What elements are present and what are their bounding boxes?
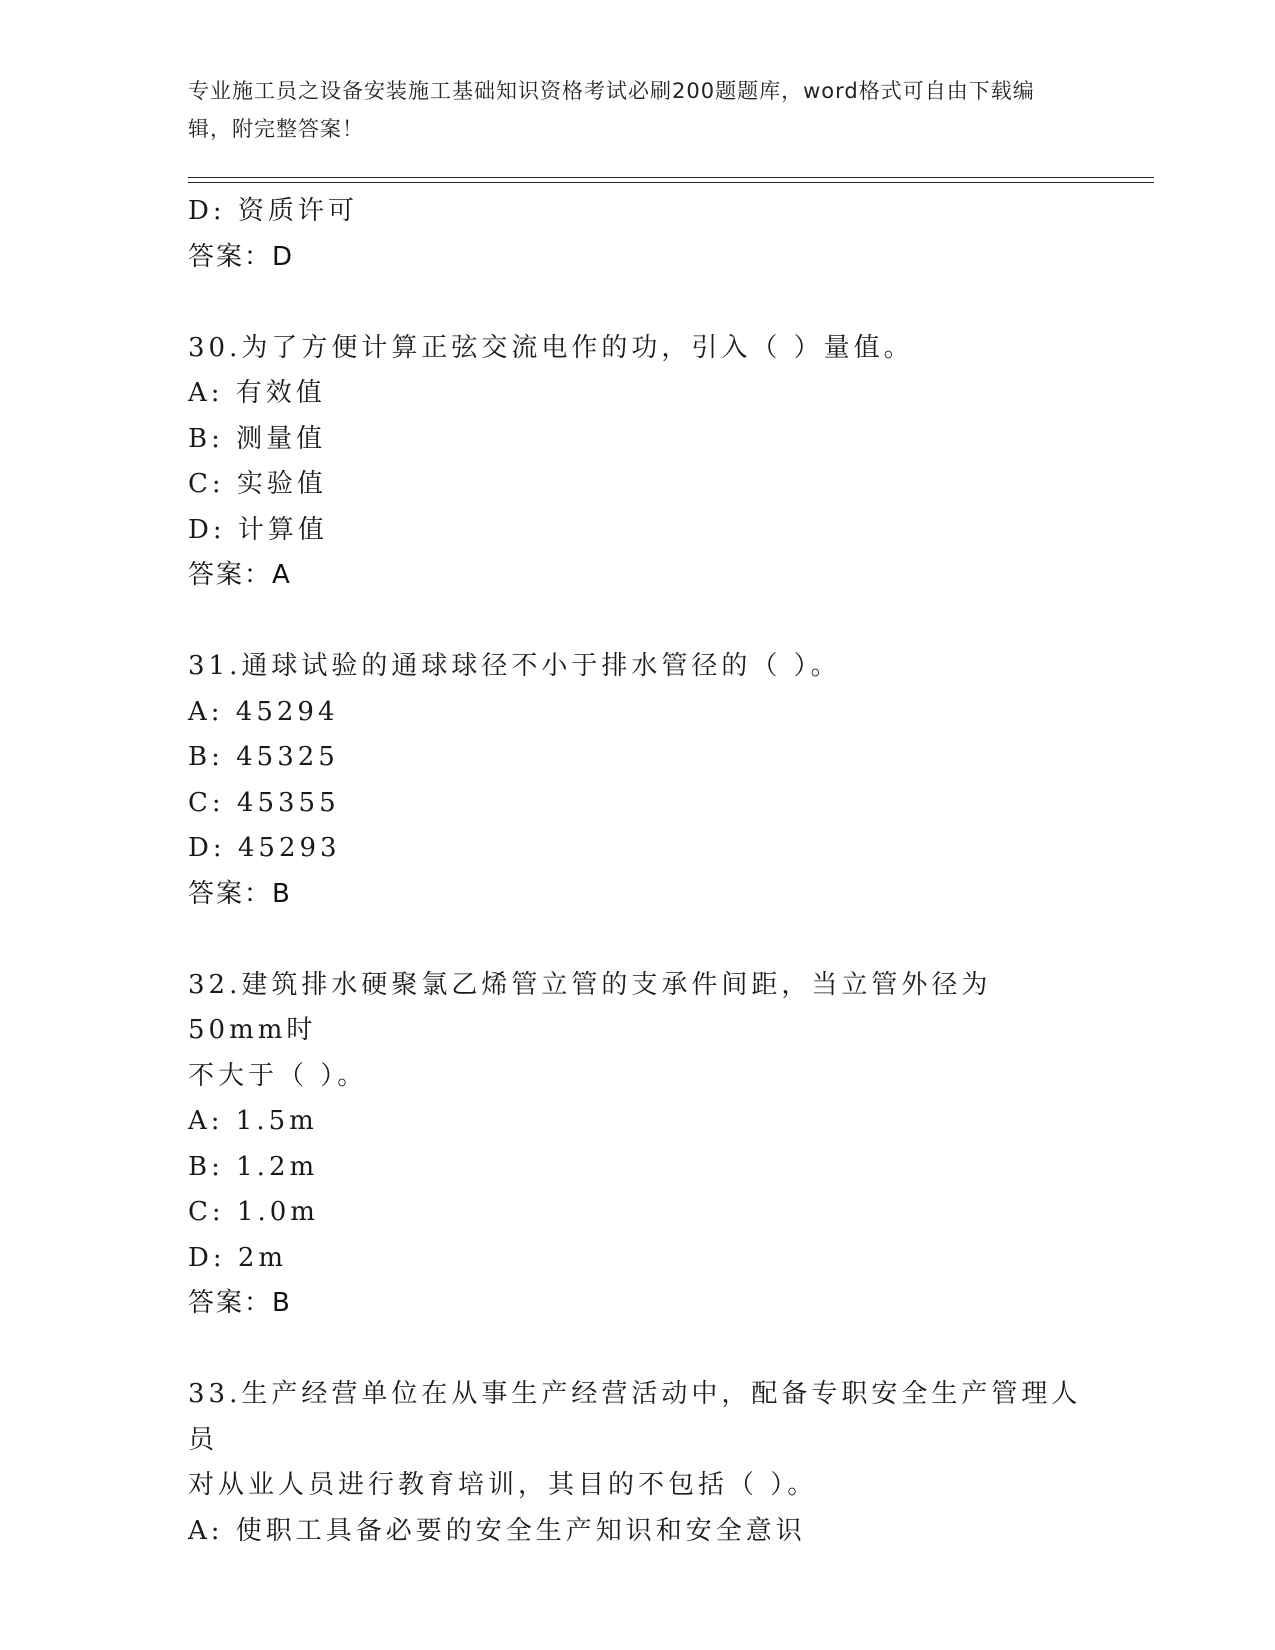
spacer xyxy=(188,280,1088,326)
question-33-option-a: A: 使职工具备必要的安全生产知识和安全意识 xyxy=(188,1515,806,1546)
question-32-stem-line-1: 32.建筑排水硬聚氯乙烯管立管的支承件间距，当立管外径为50mm时 xyxy=(188,969,992,1045)
document-header xyxy=(188,72,1078,148)
question-30-stem: 30.为了方便计算正弦交流电作的功，引入（ ）量值。 xyxy=(188,332,914,363)
prev-option-d: D: 资质许可 xyxy=(188,196,358,226)
question-31-answer: 答案：B xyxy=(188,878,292,909)
question-33 xyxy=(188,1372,1088,1554)
header-rule-bottom xyxy=(188,182,1154,183)
question-32-option-b: B: 1.2m xyxy=(188,1151,319,1182)
question-32-answer: 答案：B xyxy=(188,1288,292,1318)
question-33-stem-line-2: 对从业人员进行教育培训，其目的不包括（ ）。 xyxy=(188,1470,818,1500)
question-31-option-b: B: 45325 xyxy=(188,742,339,772)
question-list xyxy=(188,189,1088,1554)
question-32-option-c: C: 1.0m xyxy=(188,1197,319,1227)
question-30 xyxy=(188,326,1088,599)
question-33-stem-line-1: 33.生产经营单位在从事生产经营活动中，配备专职安全生产管理人员 xyxy=(188,1379,1082,1455)
question-30-answer: 答案：A xyxy=(188,560,292,590)
question-32 xyxy=(188,963,1088,1327)
question-32-stem-line-2: 不大于（ ）。 xyxy=(188,1060,368,1091)
question-31 xyxy=(188,644,1088,917)
spacer xyxy=(188,599,1088,645)
question-32-option-a: A: 1.5m xyxy=(188,1106,318,1136)
question-31-option-d: D: 45293 xyxy=(188,833,341,863)
question-31-option-a: A: 45294 xyxy=(188,696,339,727)
spacer xyxy=(188,917,1088,963)
header-rule-top xyxy=(188,177,1154,178)
question-30-option-d: D: 计算值 xyxy=(188,514,328,545)
prev-answer: 答案：D xyxy=(188,241,295,272)
header-title: 专业施工员之设备安装施工基础知识资格考试必刷200题题库，word格式可自由下载编辑，附完整答案！ xyxy=(188,79,1035,141)
question-31-option-c: C: 45355 xyxy=(188,787,340,818)
spacer xyxy=(188,1327,1088,1373)
question-32-option-d: D: 2m xyxy=(188,1242,288,1273)
question-30-option-a: A: 有效值 xyxy=(188,378,326,408)
question-30-option-c: C: 实验值 xyxy=(188,469,327,499)
question-31-stem: 31.通球试验的通球球径不小于排水管径的（ ）。 xyxy=(188,651,841,681)
question-30-option-b: B: 测量值 xyxy=(188,423,327,454)
